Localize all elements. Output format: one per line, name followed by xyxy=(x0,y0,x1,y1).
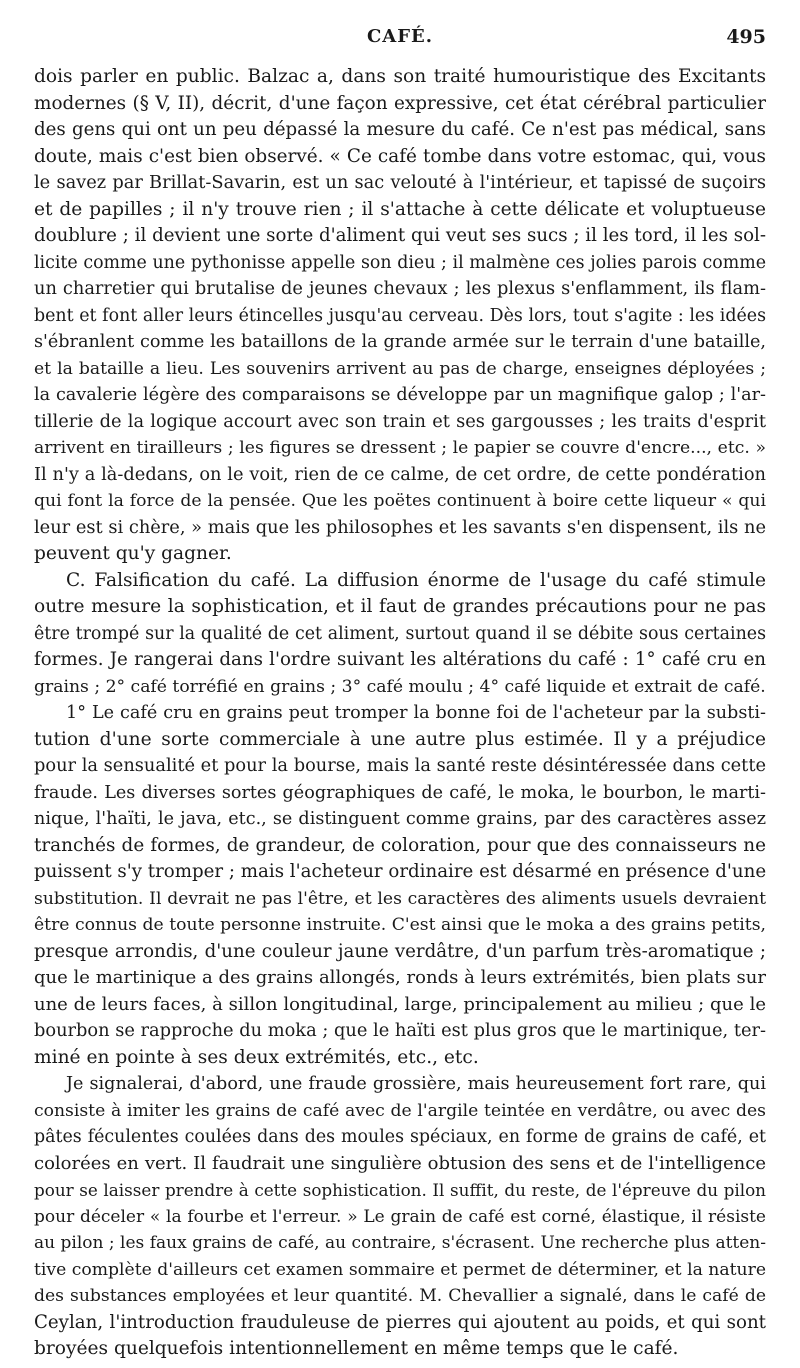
text-line: miné en pointe à ses deux extrémités, etc., etc. xyxy=(34,1046,479,1068)
text-line: une de leurs faces, à sillon longitudinal, large, principalement au milieu ; que le xyxy=(34,993,766,1015)
text-line: doublure ; il devient une sorte d'aliment qui veut ses sucs ; il les tord, il les sol- xyxy=(34,225,766,246)
text-line: s'ébranlent comme les bataillons de la grande armée sur le terrain d'une bataille, xyxy=(34,332,766,352)
text-line: pâtes féculentes coulées dans des moules spéciaux, en forme de grains de café, et xyxy=(34,1127,766,1147)
text-line: broyées quelquefois intentionnellement en même temps que le café. xyxy=(34,1338,679,1359)
text-line: doute, mais c'est bien observé. « Ce café tombe dans votre estomac, qui, vous xyxy=(34,145,766,167)
text-line: peuvent qu'y gagner. xyxy=(34,543,232,564)
text-line: pour se laisser prendre à cette sophistication. Il suffit, du reste, de l'épreuve du pilon xyxy=(34,1180,766,1200)
text-line: être trompé sur la qualité de cet aliment, surtout quand il se débite sous certaines xyxy=(34,623,766,644)
running-title: CAFÉ. xyxy=(366,26,434,47)
text-line: Ceylan, l'introduction frauduleuse de pierres qui ajoutent au poids, et qui sont xyxy=(34,1311,766,1333)
text-line: tillerie de la logique accourt avec son train et ses gargousses ; les traits d'esprit xyxy=(34,410,766,432)
text-line: la cavalerie légère des comparaisons se développe par un magnifique galop ; l'ar- xyxy=(34,385,766,405)
text-line: C. Falsification du café. La diffusion énorme de l'usage du café stimule xyxy=(66,569,766,591)
text-line: licite comme une pythonisse appelle son dieu ; il malmène ces jolies parois comme xyxy=(34,252,766,273)
page-number: 495 xyxy=(726,26,766,48)
text-line: pour déceler « la fourbe et l'erreur. » Le grain de café est corné, élastique, il résiste xyxy=(34,1206,766,1227)
text-line: presque arrondis, d'une couleur jaune verdâtre, d'un parfum très-aromatique ; xyxy=(34,940,766,962)
text-line: dois parler en public. Balzac a, dans son traité humouristique des Excitants xyxy=(34,66,766,87)
text-line: consiste à imiter les grains de café avec de l'argile teintée en verdâtre, ou avec des xyxy=(34,1100,766,1121)
text-line: 1° Le café cru en grains peut tromper la bonne foi de l'acheteur par la substi- xyxy=(66,703,766,723)
running-header xyxy=(34,26,766,58)
text-line: substitution. Il devrait ne pas l'être, et les caractères des aliments usuels devraient xyxy=(34,888,766,909)
text-line: nique, l'haïti, le java, etc., se distinguent comme grains, par des caractères assez xyxy=(34,809,766,829)
text-line: des substances employées et leur quantité. M. Chevallier a signalé, dans le café de xyxy=(34,1286,766,1306)
text-line: bourbon se rapproche du moka ; que le haïti est plus gros que le martinique, ter- xyxy=(34,1020,766,1041)
text-line: Je signalerai, d'abord, une fraude grossière, mais heureusement fort rare, qui xyxy=(66,1074,766,1094)
text-line: formes. Je rangerai dans l'ordre suivant les altérations du café : 1° café cru en xyxy=(34,649,766,670)
text-line: tive complète d'ailleurs cet examen sommaire et permet de déterminer, et la nature xyxy=(34,1259,766,1280)
body-text xyxy=(34,64,766,1363)
text-line: outre mesure la sophistication, et il faut de grandes précautions pour ne pas xyxy=(34,596,766,617)
text-line: puissent s'y tromper ; mais l'acheteur ordinaire est désarmé en présence d'une xyxy=(34,861,766,882)
text-line: arrivent en tirailleurs ; les figures se dressent ; le papier se couvre d'encre..., etc. » xyxy=(34,438,766,458)
text-line: colorées en vert. Il faudrait une singulière obtusion des sens et de l'intelligence xyxy=(34,1152,766,1174)
text-line: un charretier qui brutalise de jeunes chevaux ; les plexus s'enflamment, ils flam- xyxy=(34,278,766,299)
text-line: le savez par Brillat-Savarin, est un sac velouté à l'intérieur, et tapissé de suçoirs xyxy=(34,172,766,193)
text-line: au pilon ; les faux grains de café, au contraire, s'écrasent. Une recherche plus atten- xyxy=(34,1233,766,1253)
text-line: leur est si chère, » mais que les philosophes et les savants s'en dispensent, ils ne xyxy=(34,516,766,538)
text-line: être connus de toute personne instruite. C'est ainsi que le moka a des grains petits, xyxy=(34,915,766,935)
text-line: et de papilles ; il n'y trouve rien ; il s'attache à cette délicate et voluptueuse xyxy=(34,198,766,220)
text-line: que le martinique a des grains allongés, ronds à leurs extrémités, bien plats sur xyxy=(34,967,766,988)
text-line: tranchés de formes, de grandeur, de coloration, pour que des connaisseurs ne xyxy=(34,834,766,856)
text-line: qui font la force de la pensée. Que les poëtes continuent à boire cette liqueur « qui xyxy=(34,491,766,511)
text-line: des gens qui ont un peu dépassé la mesure du café. Ce n'est pas médical, sans xyxy=(34,119,766,140)
text-line: grains ; 2° café torréfié en grains ; 3° café moulu ; 4° café liquide et extrait de café. xyxy=(34,676,766,697)
text-line: pour la sensualité et pour la bourse, mais la santé reste désintéressée dans cette xyxy=(34,755,766,776)
text-line: tution d'une sorte commerciale à une autre plus estimée. Il y a préjudice xyxy=(34,728,766,750)
text-line: et la bataille a lieu. Les souvenirs arrivent au pas de charge, enseignes déployées ; xyxy=(34,358,766,379)
text-line: Il n'y a là-dedans, on le voit, rien de ce calme, de cet ordre, de cette pondération xyxy=(34,463,766,485)
text-line: fraude. Les diverses sortes géographiques de café, le moka, le bourbon, le marti- xyxy=(34,782,766,803)
text-line: modernes (§ V, II), décrit, d'une façon expressive, cet état cérébral particulier xyxy=(34,92,766,114)
text-line: bent et font aller leurs étincelles jusqu'au cerveau. Dès lors, tout s'agite : les idées xyxy=(34,305,766,326)
